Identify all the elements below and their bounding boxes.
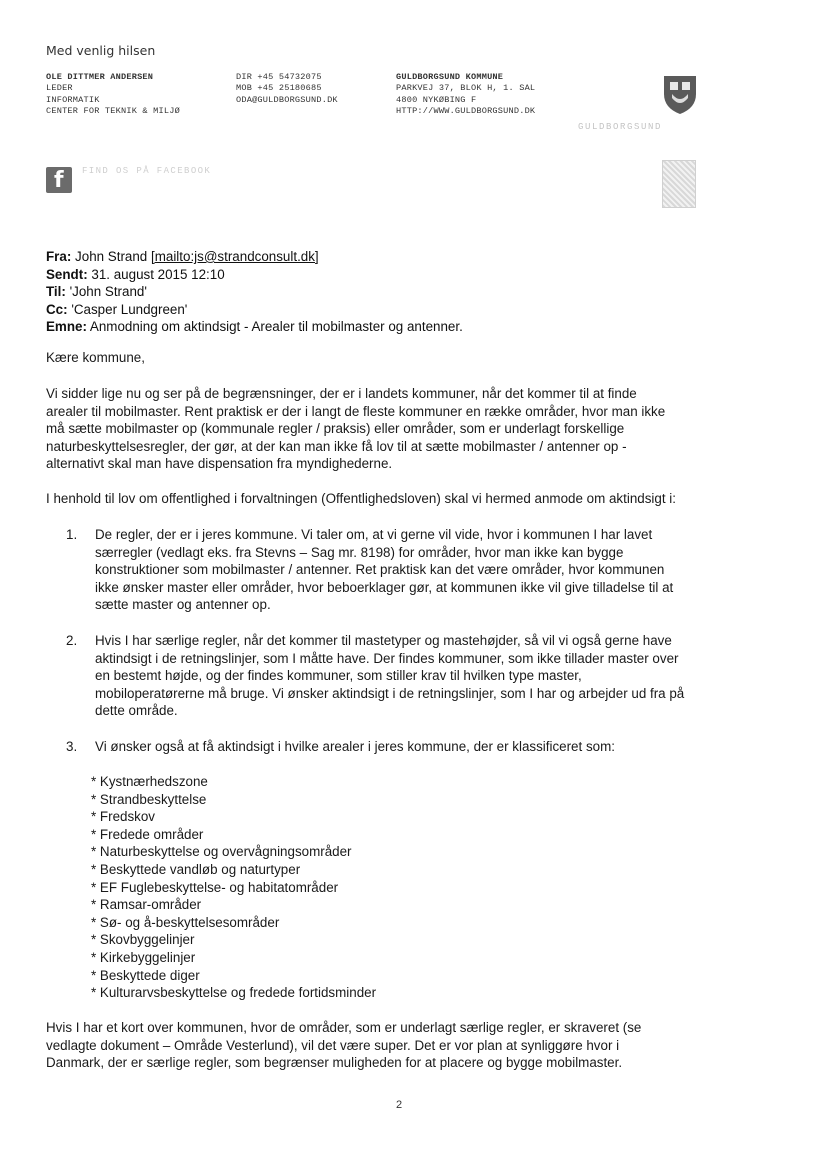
area-item: * Sø- og å-beskyttelsesområder: [91, 914, 280, 930]
area-item: * Fredede områder: [91, 826, 204, 842]
list-item-line: dette område.: [95, 703, 178, 719]
area-item: * Beskyttede diger: [91, 967, 200, 983]
list-item-line: Vi ønsker også at få aktindsigt i hvilke arealer i jeres kommune, der er klassificeret som:: [95, 739, 615, 754]
list-item-line: konstruktioner som mobilmaster / antenner. Ret praktisk kan det være områder, hvor kommunen: [95, 562, 665, 578]
signature-address: PARKVEJ 37, BLOK H, 1. SAL: [396, 83, 536, 94]
signature-center: CENTER FOR TEKNIK & MILJØ: [46, 106, 180, 117]
list-item-number: 3.: [66, 739, 78, 754]
list-item-line: mobiloperatørerne må bruge. Vi ønsker aktindsigt i de retningslinjer, som I har og arbejder ud fra på: [95, 685, 685, 701]
from-label: Fra:: [46, 249, 72, 264]
municipality-wordmark: GULDBORGSUND: [578, 122, 663, 132]
subject-value: Anmodning om aktindsigt - Arealer til mobilmaster og antenner.: [89, 319, 463, 335]
qr-code-icon: [662, 160, 696, 208]
signature-office: [396, 72, 535, 118]
email-from-row: [46, 248, 463, 266]
intro-line: naturbeskyttelsesregler, der gør, at der kan man ikke få lov til at sætte mobilmaster / antenner op -: [46, 438, 627, 454]
signature-email[interactable]: ODA@GULDBORGSUND.DK: [236, 94, 338, 105]
list-item-line: ikke ønsker master eller områder, hvor beboerklager gør, at kommunen ikke vil give tilladelse til at: [95, 579, 674, 595]
email-to-row: [46, 283, 463, 301]
municipal-crest-icon: [658, 70, 702, 116]
closing-line: vedlagte dokument – Område Vesterlund), vil det være super. Det er vor plan at synliggøre hvor i: [46, 1037, 620, 1053]
cc-value: 'Casper Lundgreen': [71, 301, 188, 317]
from-mailto-link[interactable]: [mailto:js@strandconsult.dk]: [151, 249, 319, 264]
signature-title: LEDER: [46, 83, 73, 94]
list-item-number: 1.: [66, 527, 78, 542]
list-item-line: en bestemt højde, og der findes kommuner, som stiller krav til hvilken type master,: [95, 668, 582, 684]
to-value: 'John Strand': [69, 284, 147, 300]
sent-value: 31. august 2015 12:10: [91, 266, 225, 282]
area-item: * Kirkebyggelinjer: [91, 949, 196, 965]
signature-website[interactable]: HTTP://WWW.GULDBORGSUND.DK: [396, 106, 536, 117]
intro-line: alternativt skal man have dispensation fra myndighederne.: [46, 456, 393, 472]
from-name: John Strand: [75, 249, 148, 264]
email-header: [46, 248, 463, 336]
area-item: * Beskyttede vandløb og naturtyper: [91, 861, 301, 877]
signature-greeting: Med venlig hilsen: [46, 43, 156, 58]
page-number: 2: [396, 1099, 403, 1111]
intro-line: må sætte mobilmaster op (kommunale regler / praksis) eller områder, som er underlagt forskellige: [46, 421, 625, 437]
closing-line: Hvis I har et kort over kommunen, hvor de områder, som er underlagt særlige regler, er skraveret (se: [46, 1020, 642, 1035]
signature-direct-phone: DIR +45 54732075: [236, 72, 322, 82]
signature-mobile-phone: MOB +45 25180685: [236, 83, 322, 94]
salutation: Kære kommune,: [46, 350, 145, 365]
to-label: Til:: [46, 284, 66, 300]
facebook-icon[interactable]: f: [46, 167, 72, 193]
list-item-text: [95, 738, 776, 756]
request-line: I henhold til lov om offentlighed i forvaltningen (Offentlighedsloven) skal vi hermed anmode om aktindsigt i:: [46, 491, 676, 506]
email-subject-row: [46, 318, 463, 336]
list-item-line: aktindsigt i de retningslinjer, som I måtte have. Der findes kommuner, som ikke tillader master over: [95, 650, 679, 666]
list-item-text: [95, 526, 776, 614]
cc-label: Cc:: [46, 301, 68, 317]
email-sent-row: [46, 266, 463, 284]
area-item: * Skovbyggelinjer: [91, 932, 195, 948]
list-item-line: De regler, der er i jeres kommune. Vi taler om, at vi gerne vil vide, hvor i kommunen I har lavet: [95, 527, 653, 542]
list-item-number: 2.: [66, 633, 78, 648]
list-item: [66, 632, 776, 722]
signature-person: [46, 72, 180, 118]
signature-city: 4800 NYKØBING F: [396, 94, 477, 105]
list-item-text: [95, 632, 776, 720]
area-item: * Kulturarvsbeskyttelse og fredede fortidsminder: [91, 985, 377, 1001]
intro-line: arealer til mobilmaster. Rent praktisk er der i langt de fleste kommuner en række områder, hvor man ikke: [46, 403, 666, 419]
signature-department: INFORMATIK: [46, 94, 100, 105]
area-item: * Strandbeskyttelse: [91, 791, 207, 807]
facebook-link-text[interactable]: FIND OS PÅ FACEBOOK: [82, 166, 212, 176]
signature-organization: GULDBORGSUND KOMMUNE: [396, 72, 504, 82]
area-item: * Kystnærhedszone: [91, 774, 208, 789]
list-item-line: Hvis I har særlige regler, når det kommer til mastetyper og mastehøjder, så vil vi også gerne have: [95, 633, 672, 648]
list-item: [66, 526, 776, 616]
list-item-line: sætte master og antenner op.: [95, 597, 271, 613]
area-list: [91, 773, 376, 1002]
area-item: * EF Fuglebeskyttelse- og habitatområder: [91, 879, 339, 895]
list-item-line: særregler (vedlagt eks. fra Stevns – Sag mr. 8198) for områder, hvor man ikke kan bygge: [95, 544, 624, 560]
area-item: * Fredskov: [91, 809, 155, 825]
closing-line: Danmark, der er særlige regler, som begrænser muligheden for at placere og bygge mobilmaster.: [46, 1055, 623, 1071]
closing-paragraph: [46, 1019, 776, 1072]
subject-label: Emne:: [46, 319, 87, 335]
signature-name: OLE DITTMER ANDERSEN: [46, 72, 154, 82]
intro-line: Vi sidder lige nu og ser på de begrænsninger, der er i landets kommuner, når det kommer til at finde: [46, 386, 637, 401]
area-item: * Ramsar-områder: [91, 897, 202, 913]
area-item: * Naturbeskyttelse og overvågningsområder: [91, 844, 352, 860]
sent-label: Sendt:: [46, 266, 88, 282]
intro-paragraph: [46, 385, 776, 473]
signature-contact: [236, 72, 338, 106]
email-cc-row: [46, 301, 463, 319]
list-item: [66, 738, 776, 756]
